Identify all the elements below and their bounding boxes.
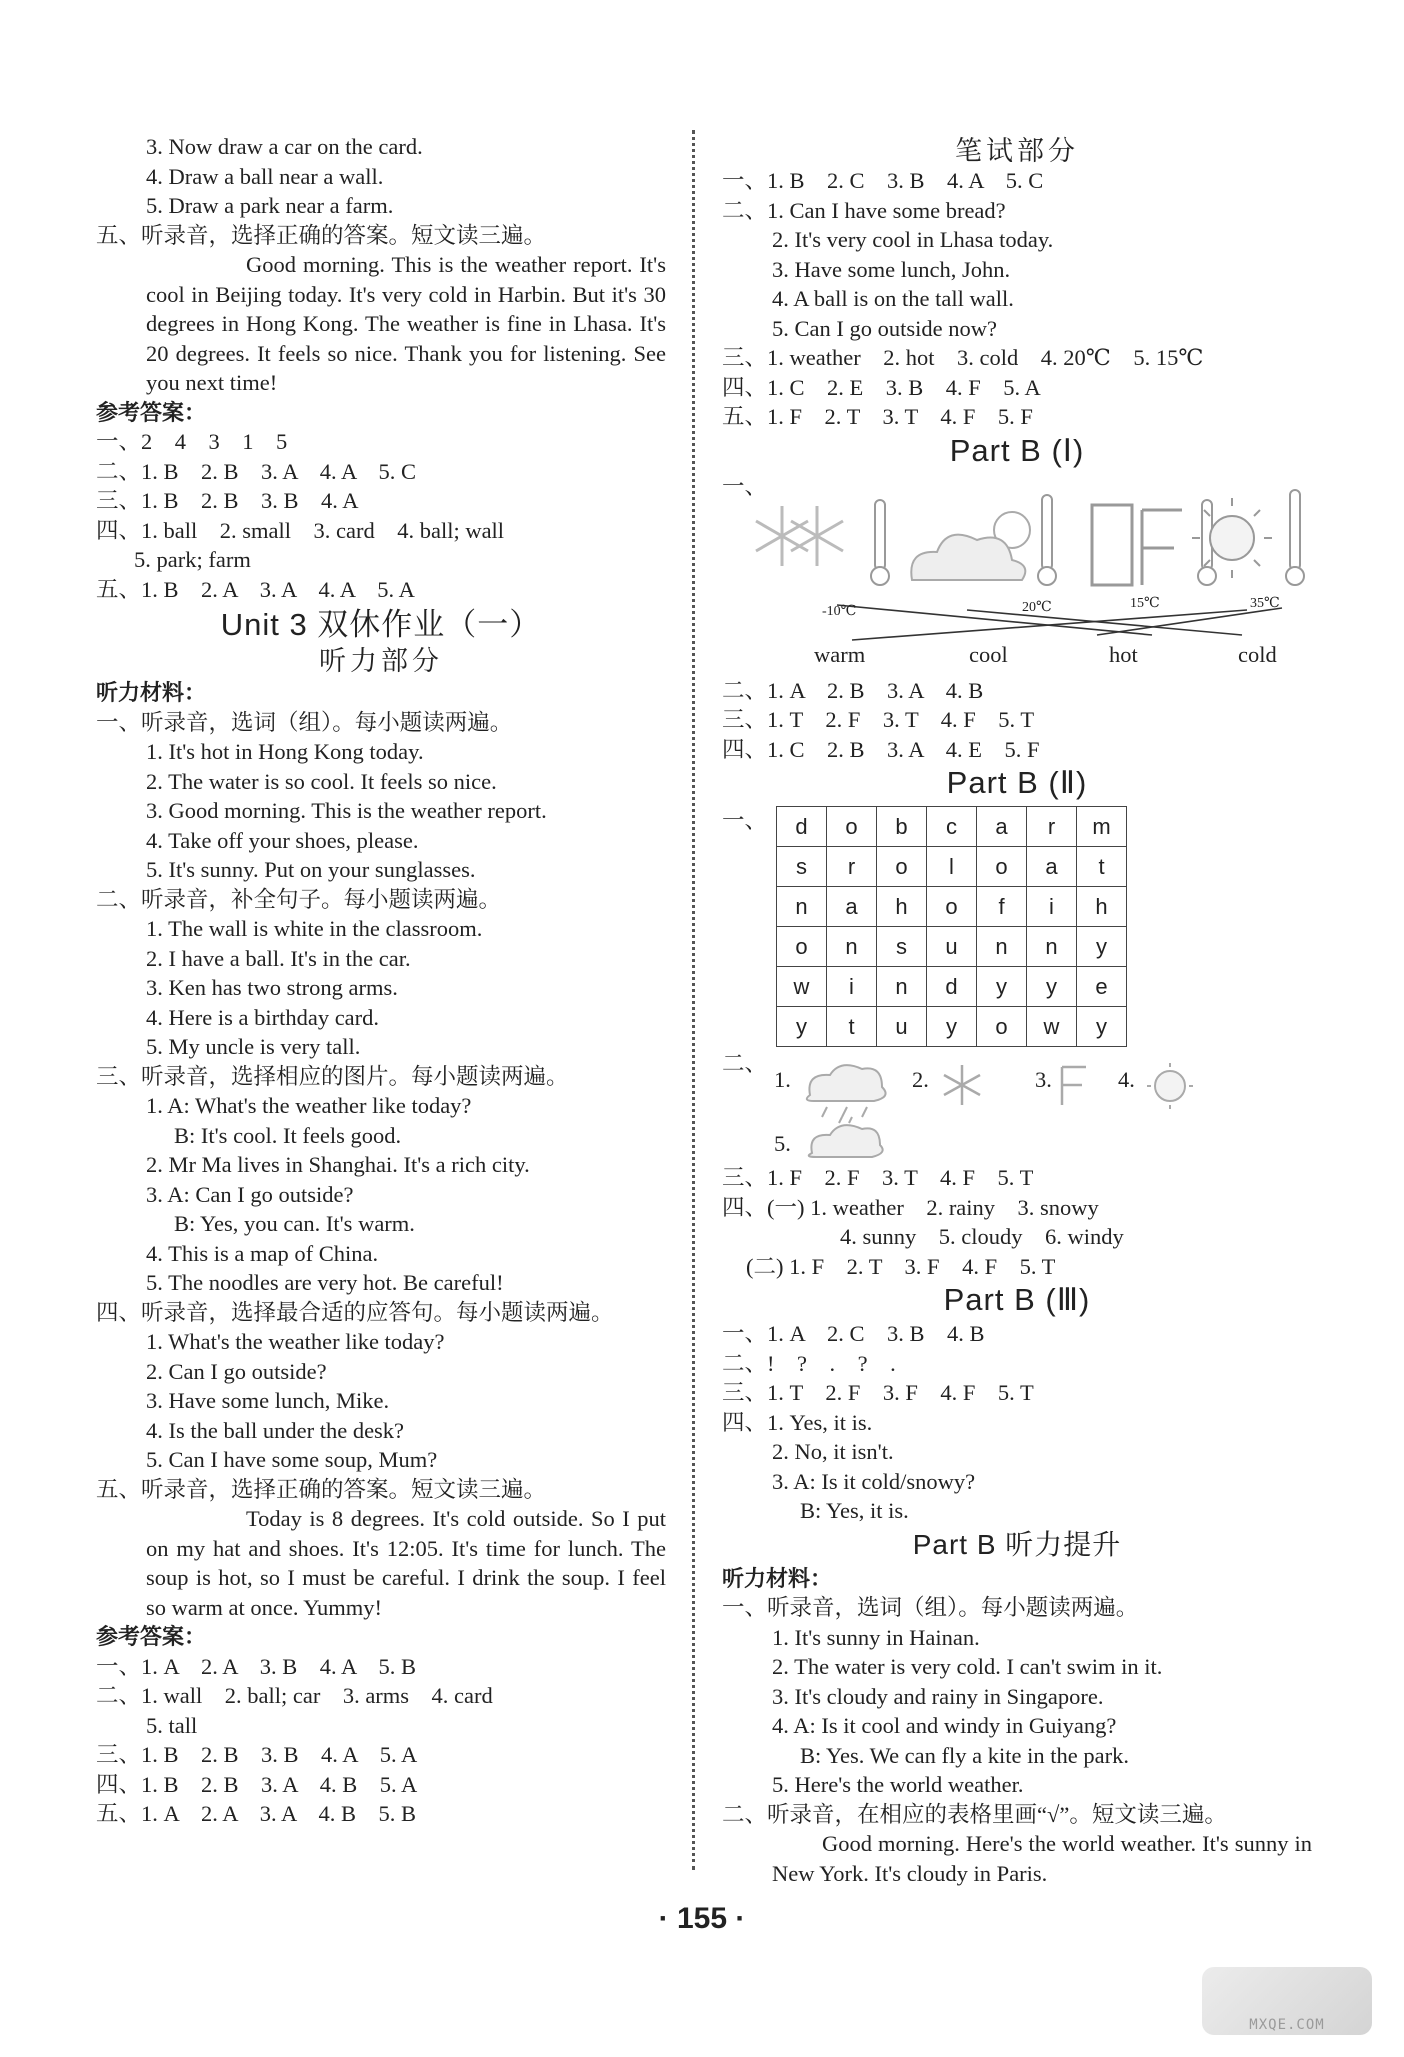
text-line: 四、1. ball 2. small 3. card 4. ball; wall	[96, 517, 505, 543]
text-line: 三、1. B 2. B 3. B 4. A 5. A	[96, 1742, 418, 1767]
thermo-label: 35℃	[1250, 595, 1280, 611]
item-number: 4.	[1118, 1067, 1135, 1092]
text-line: 2. Can I go outside?	[146, 1358, 327, 1384]
part-b1-title: Part B (Ⅰ)	[949, 432, 1085, 468]
text-line: 三、1. weather 2. hot 3. cold 4. 20℃ 5. 15℃	[722, 345, 1204, 370]
text-line: 5. Draw a park near a farm.	[146, 193, 394, 218]
text-line: 4. This is a map of China.	[146, 1240, 379, 1266]
item-number: 2.	[912, 1067, 929, 1092]
section-2-items	[96, 914, 666, 1062]
listening-material-label: 听力材料：	[722, 1565, 833, 1591]
grid-cell: o	[777, 927, 827, 967]
grid-cell: o	[977, 847, 1027, 887]
text-line: 1. It's hot in Hong Kong today.	[146, 739, 424, 764]
weather-icons	[722, 1053, 1312, 1163]
listening-part-title: 听力部分	[319, 646, 443, 676]
grid-cell: s	[877, 927, 927, 967]
text-line: 5. Can I go outside now?	[772, 315, 997, 341]
cloud-rain-icon	[809, 1117, 883, 1157]
rain-cloud-icon	[807, 1065, 886, 1117]
grid-cell: a	[977, 807, 1027, 847]
text-line: 二、1. A 2. B 3. A 4. B	[722, 677, 984, 703]
thermometer-icon	[1038, 495, 1056, 585]
text-line: 2. The water is so cool. It feels so nice.	[146, 768, 497, 794]
grid-cell: o	[827, 807, 877, 847]
l1-items	[722, 1623, 1312, 1800]
word-label: cool	[969, 641, 1008, 667]
text-line: 1. What's the weather like today?	[146, 1329, 445, 1354]
word-label: hot	[1109, 641, 1138, 667]
text-line: 五、1. A 2. A 3. A 4. B 5. B	[96, 1801, 417, 1826]
text-line: 3. Good morning. This is the weather report.	[146, 798, 547, 823]
grid-cell: s	[777, 847, 827, 887]
part-b3-answers	[722, 1319, 1312, 1526]
grid-cell: a	[1027, 847, 1077, 887]
text-line: 5. tall	[146, 1712, 198, 1738]
answers-label: 参考答案：	[96, 1624, 207, 1649]
item-number: 3.	[1035, 1067, 1052, 1092]
grid-row	[777, 967, 1127, 1007]
grid-cell: l	[927, 847, 977, 887]
text-line: 2. I have a ball. It's in the car.	[146, 945, 411, 971]
grid-cell: n	[1027, 927, 1077, 967]
text-line: B: It's cool. It feels good.	[174, 1122, 402, 1148]
part-b3-title: Part B (Ⅲ)	[943, 1282, 1091, 1317]
text-line: 四、1. C 2. B 3. A 4. E 5. F	[722, 736, 1040, 762]
text-line: 三、1. F 2. F 3. T 4. F 5. T	[722, 1165, 1034, 1190]
grid-cell: n	[877, 967, 927, 1007]
text-line: 三、1. T 2. F 3. T 4. F 5. T	[722, 707, 1035, 732]
text-line: 2. Mr Ma lives in Shanghai. It's a rich city.	[146, 1152, 530, 1177]
item-number: 5.	[774, 1131, 791, 1156]
thermometer-illustration	[722, 470, 1312, 646]
matching-lines	[837, 605, 1282, 640]
grid-cell: m	[1077, 807, 1127, 847]
text-line: 3. A: Is it cold/snowy?	[772, 1468, 976, 1494]
text-line: 5. The noodles are very hot. Be careful!	[146, 1270, 504, 1295]
grid-cell: w	[777, 967, 827, 1007]
weather-icons-row	[722, 1053, 1312, 1163]
thermometer-icon	[871, 500, 889, 585]
question-number: 一、	[722, 473, 768, 499]
part-b2-title: Part B (Ⅱ)	[946, 765, 1088, 800]
answer-line: 五、1. B 2. A 3. A 4. A 5. A	[96, 576, 415, 602]
grid-cell: b	[877, 807, 927, 847]
grid-cell: t	[827, 1007, 877, 1047]
grid-cell: a	[827, 887, 877, 927]
answers-list	[96, 427, 666, 545]
grid-cell: o	[877, 847, 927, 887]
thermo-label: 15℃	[1130, 595, 1160, 611]
l2-paragraph: Good morning. Here's the world weather. It's sunny in New York. It's cloudy in Paris.	[772, 1831, 1312, 1886]
written-part-title: 笔试部分	[955, 136, 1079, 166]
text-line: 2. The water is very cold. I can't swim in it.	[772, 1654, 1163, 1679]
grid-cell: n	[977, 927, 1027, 967]
word-label: cold	[1238, 641, 1277, 667]
grid-cell: o	[977, 1007, 1027, 1047]
grid-cell: e	[1077, 967, 1127, 1007]
written-answers	[722, 166, 1312, 432]
text-line: B: Yes, it is.	[800, 1498, 909, 1523]
grid-cell: h	[1077, 887, 1127, 927]
text-line: 4. A ball is on the tall wall.	[772, 286, 1014, 311]
answers-list	[96, 1652, 666, 1829]
question-number: 一、	[722, 808, 768, 833]
text-line: 二、! ? . ? .	[722, 1350, 896, 1376]
text-line: 1. It's sunny in Hainan.	[772, 1624, 980, 1650]
word-labels-row	[722, 641, 1312, 676]
grid-cell: i	[1027, 887, 1077, 927]
text-line: 4. A: Is it cool and windy in Guiyang?	[772, 1713, 1117, 1738]
grid-cell: c	[927, 807, 977, 847]
text-line: 五、1. F 2. T 3. T 4. F 5. F	[722, 404, 1033, 429]
section-5-header: 五、听录音，选择正确的答案。短文读三遍。	[96, 1476, 547, 1502]
text-line: 一、1. A 2. C 3. B 4. B	[722, 1321, 985, 1346]
watermark-logo: MXQE.COM	[1202, 1967, 1372, 2035]
text-line: 三、1. B 2. B 3. B 4. A	[96, 488, 359, 513]
grid-cell: f	[977, 887, 1027, 927]
text-line: 5. It's sunny. Put on your sunglasses.	[146, 857, 476, 882]
wind-icon	[1062, 1067, 1086, 1105]
grid-cell: u	[877, 1007, 927, 1047]
text-line: 四、1. Yes, it is.	[722, 1409, 873, 1435]
section-4-items	[96, 1327, 666, 1475]
text-line: 3. Have some lunch, John.	[772, 256, 1011, 282]
text-line: 四、1. B 2. B 3. A 4. B 5. A	[96, 1771, 418, 1797]
answer-line: 5. park; farm	[134, 547, 251, 572]
grid-row	[777, 927, 1127, 967]
text-line: 4. Draw a ball near a wall.	[146, 163, 384, 189]
section-1-items	[96, 737, 666, 885]
answers-label: 参考答案：	[96, 399, 207, 425]
thermo-label: 20℃	[1022, 599, 1052, 615]
grid-cell: y	[977, 967, 1027, 1007]
grid-cell: u	[927, 927, 977, 967]
text-line: 4. Take off your shoes, please.	[146, 827, 419, 853]
text-line: 2. It's very cool in Lhasa today.	[772, 227, 1054, 252]
cloud-sun-icon	[911, 512, 1030, 580]
grid-cell: n	[827, 927, 877, 967]
grid-row	[777, 1007, 1127, 1047]
l2-header: 二、听录音，在相应的表格里画“√”。短文读三遍。	[722, 1801, 1227, 1827]
grid-row	[777, 847, 1127, 887]
grid-cell: y	[1077, 1007, 1127, 1047]
grid-row	[777, 807, 1127, 847]
section-3-items	[96, 1091, 666, 1298]
grid-cell: w	[1027, 1007, 1077, 1047]
section-4-header: 四、听录音，选择最合适的应答句。每小题读两遍。	[96, 1299, 614, 1325]
right-column	[722, 136, 1312, 1888]
sun-icon	[1147, 1063, 1193, 1109]
question-number: 二、	[722, 1051, 768, 1076]
word-label: warm	[814, 641, 866, 667]
l1-header: 一、听录音，选词（组）。每小题读两遍。	[722, 1595, 1139, 1620]
listening-material-label: 听力材料：	[96, 680, 207, 705]
text-line: 二、1. wall 2. ball; car 3. arms 4. card	[96, 1683, 493, 1708]
text-line: 3. Have some lunch, Mike.	[146, 1388, 390, 1413]
grid-cell: r	[1027, 807, 1077, 847]
text-line: 5. Can I have some soup, Mum?	[146, 1447, 438, 1472]
snowflake-icon	[756, 506, 843, 566]
grid-cell: t	[1077, 847, 1127, 887]
text-line: 一、1. B 2. C 3. B 4. A 5. C	[722, 168, 1044, 193]
q5-paragraph: Good morning. This is the weather report. It's cool in Beijing today. It's very cold in Harbin. But it's 30 degrees in Hong Kong. The weather is fine in Lhasa. It's 20 degrees. It feels so nice. Thank you for listening. See you next time!	[146, 252, 666, 395]
grid-cell: y	[927, 1007, 977, 1047]
grid-cell: n	[777, 887, 827, 927]
text-line: 4. Is the ball under the desk?	[146, 1417, 405, 1443]
text-line: 四、1. C 2. E 3. B 4. F 5. A	[722, 374, 1041, 400]
column-divider	[692, 130, 695, 1870]
text-line: 3. Now draw a car on the card.	[146, 134, 423, 159]
part-b-listening-title: Part B 听力提升	[912, 1528, 1122, 1560]
text-line: B: Yes. We can fly a kite in the park.	[800, 1742, 1129, 1768]
thermometer-matching	[722, 470, 1312, 646]
text-line: 1. The wall is white in the classroom.	[146, 916, 483, 941]
item-number: 1.	[774, 1067, 791, 1092]
text-line: 二、1. B 2. B 3. A 4. A 5. C	[96, 458, 417, 484]
section-3-header: 三、听录音，选择相应的图片。每小题读两遍。	[96, 1063, 569, 1089]
text-line: 一、2 4 3 1 5	[96, 429, 288, 454]
text-line: 4. Here is a birthday card.	[146, 1004, 380, 1030]
text-line: 三、1. T 2. F 3. F 4. F 5. T	[722, 1380, 1034, 1405]
text-line: 3. Ken has two strong arms.	[146, 975, 398, 1000]
grid-cell: d	[777, 807, 827, 847]
grid-cell: i	[827, 967, 877, 1007]
text-line: 4. sunny 5. cloudy 6. windy	[840, 1224, 1124, 1249]
snowflake-icon	[944, 1065, 980, 1105]
section-2-header: 二、听录音，补全句子。每小题读两遍。	[96, 886, 502, 912]
text-line: 二、1. Can I have some bread?	[722, 197, 1006, 223]
text-line: (二) 1. F 2. T 3. F 4. F 5. T	[746, 1253, 1056, 1279]
text-line: B: Yes, you can. It's warm.	[174, 1211, 415, 1236]
text-line: 5. Here's the world weather.	[772, 1772, 1024, 1797]
grid-cell: y	[1077, 927, 1127, 967]
page-number: · 155 ·	[658, 1902, 746, 1935]
text-line: 5. My uncle is very tall.	[146, 1034, 361, 1059]
grid-cell: y	[777, 1007, 827, 1047]
section-5-paragraph: Today is 8 degrees. It's cold outside. So I put on my hat and shoes. It's 12:05. It's time for lunch. The soup is hot, so I must be careful. I drink the soup. I feel so warm at once. Yummy!	[146, 1506, 666, 1620]
grid-cell: o	[927, 887, 977, 927]
grid-cell: y	[1027, 967, 1077, 1007]
text-line: 四、(一) 1. weather 2. rainy 3. snowy	[722, 1194, 1099, 1220]
text-line: 3. A: Can I go outside?	[146, 1181, 354, 1207]
grid-cell: d	[927, 967, 977, 1007]
q5-header: 五、听录音，选择正确的答案。短文读三遍。	[96, 222, 547, 248]
grid-row	[777, 887, 1127, 927]
section-1-header: 一、听录音，选词（组）。每小题读两遍。	[96, 709, 513, 735]
thermometer-icon	[1286, 490, 1304, 585]
wind-icon	[1092, 505, 1182, 585]
grid-cell: r	[827, 847, 877, 887]
text-line: 2. No, it isn't.	[772, 1439, 894, 1464]
text-line: 1. A: What's the weather like today?	[146, 1093, 472, 1118]
letter-grid	[776, 806, 1127, 1047]
part-b2-answers	[722, 1163, 1312, 1281]
text-line: 3. It's cloudy and rainy in Singapore.	[772, 1683, 1104, 1709]
text-line: 一、1. A 2. A 3. B 4. A 5. B	[96, 1653, 417, 1679]
word-search	[722, 806, 1312, 1047]
left-column	[96, 132, 666, 1829]
part-b1-answers	[722, 676, 1312, 765]
thermo-label: -10℃	[822, 603, 857, 619]
grid-cell: h	[877, 887, 927, 927]
unit-title: Unit 3 双休作业（一）	[220, 607, 542, 642]
draw-instructions	[96, 132, 666, 221]
